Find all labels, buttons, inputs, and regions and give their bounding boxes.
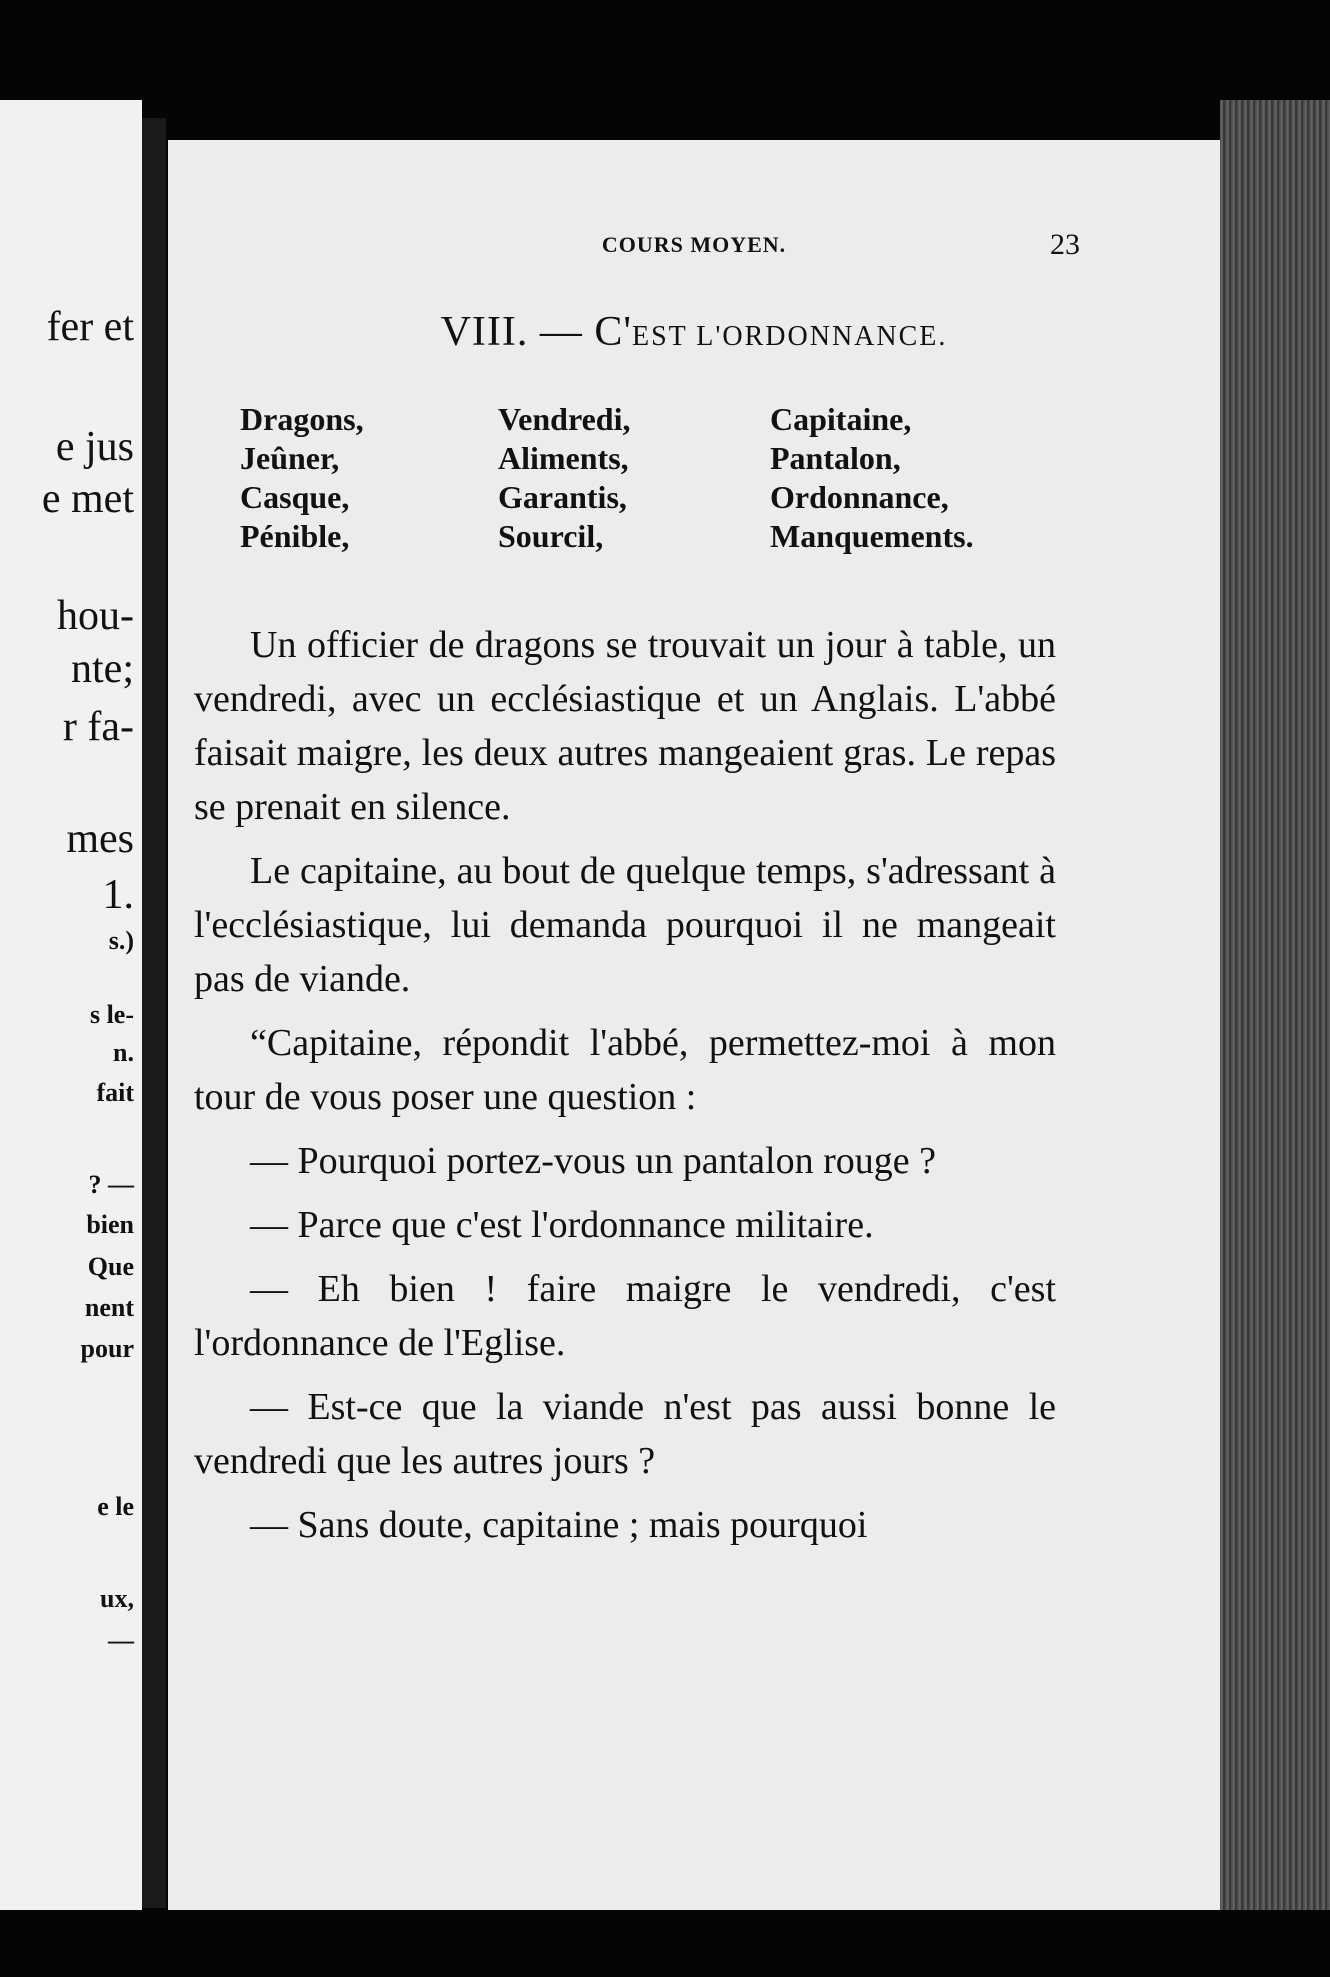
heading-title: ORDONNANCE. — [722, 321, 948, 352]
paragraph — [194, 1498, 1056, 1552]
left-page-text-fragment: mes — [66, 816, 134, 862]
paragraph — [194, 1198, 1056, 1252]
vocabulary-word: Dragons, — [240, 401, 364, 437]
vocabulary-word: Pénible, — [240, 518, 350, 554]
left-page-text-fragment: 1. — [102, 872, 134, 918]
paragraph — [194, 618, 1056, 834]
paragraph-text: — Parce que c'est l'ordonnance militaire. — [250, 1204, 874, 1246]
paragraph-text: — Pourquoi portez-vous un pantalon rouge ? — [250, 1140, 936, 1182]
heading-smallcaps-est: EST — [631, 321, 688, 352]
left-page-text-fragment: nte; — [71, 646, 134, 692]
vocabulary-word: Ordonnance, — [770, 479, 949, 515]
paragraph — [194, 1016, 1056, 1124]
vocabulary-word: Garantis, — [498, 479, 627, 515]
left-page-text-fragment: pour — [80, 1334, 134, 1363]
paragraph — [194, 1380, 1056, 1488]
left-page-text-fragment: hou- — [57, 593, 134, 639]
left-page-text-fragment: s le- — [89, 1000, 134, 1029]
left-page-fragment — [0, 100, 142, 1910]
heading-numeral: VIII. — C' — [440, 309, 632, 355]
left-page-text-fragment: r fa- — [62, 704, 134, 750]
left-page-text-fragment: s.) — [108, 926, 134, 955]
page-number: 23 — [1050, 228, 1080, 261]
book-page — [168, 140, 1220, 1910]
vocabulary-column — [498, 400, 770, 556]
vocabulary-word: Capitaine, — [770, 401, 912, 437]
paragraph-text: — Eh bien ! faire maigre le vendredi, c'est l'ordonnance de l'Eglise. — [194, 1268, 1056, 1364]
left-page-text-fragment: e met — [41, 476, 134, 522]
left-page-text-fragment: e le — [97, 1492, 134, 1521]
vocabulary-word: Sourcil, — [498, 518, 604, 554]
left-page-text-fragment: bien — [86, 1210, 134, 1239]
vocabulary-word: Manquements. — [770, 518, 974, 554]
book-page-edges — [1220, 100, 1330, 1910]
paragraph — [194, 1262, 1056, 1370]
vocabulary-word: Pantalon, — [770, 440, 901, 476]
paragraph — [194, 1134, 1056, 1188]
paragraph-text: “Capitaine, répondit l'abbé, permettez-moi à mon tour de vous poser une question : — [194, 1022, 1056, 1118]
running-head: COURS MOYEN. — [601, 232, 787, 257]
left-page-text-fragment: Que — [87, 1252, 134, 1281]
left-page-text-fragment: ? — — [88, 1170, 134, 1199]
paragraph-text: — Sans doute, capitaine ; mais pourquoi — [250, 1504, 868, 1546]
vocabulary-word: Aliments, — [498, 440, 629, 476]
vocabulary-column — [240, 400, 498, 556]
left-page-text-fragment: fait — [96, 1078, 134, 1107]
left-page-text-fragment: e jus — [55, 424, 134, 470]
vocabulary-word: Jeûner, — [240, 440, 340, 476]
vocabulary-column — [770, 400, 1060, 556]
vocabulary-word: Casque, — [240, 479, 350, 515]
vocabulary-word: Vendredi, — [498, 401, 631, 437]
paragraph — [194, 844, 1056, 1006]
body-text — [194, 618, 1056, 1562]
left-page-text-fragment: nent — [84, 1293, 134, 1322]
heading-separator: L' — [687, 321, 723, 352]
left-page-text-fragment: ux, — [100, 1584, 134, 1613]
left-page-text-fragment: n. — [113, 1038, 134, 1067]
paragraph-text: — Est-ce que la viande n'est pas aussi bonne le vendredi que les autres jours ? — [194, 1386, 1056, 1482]
left-page-text-fragment: fer et — [46, 304, 134, 350]
vocabulary-list — [240, 400, 1060, 556]
left-page-text-fragment: — — [108, 1626, 134, 1655]
book-gutter — [142, 118, 166, 1908]
paragraph-text: Un officier de dragons se trouvait un jour à table, un vendredi, avec un ecclésiastique et un Anglais. L'abbé faisait maigre, les deux autres mangeaient gras. Le repas se prenait en silence. — [194, 624, 1056, 828]
paragraph-text: Le capitaine, au bout de quelque temps, s'adressant à l'ecclésiastique, lui demanda pourquoi il ne mangeait pas de viande. — [194, 850, 1056, 1000]
chapter-heading — [168, 308, 1220, 356]
